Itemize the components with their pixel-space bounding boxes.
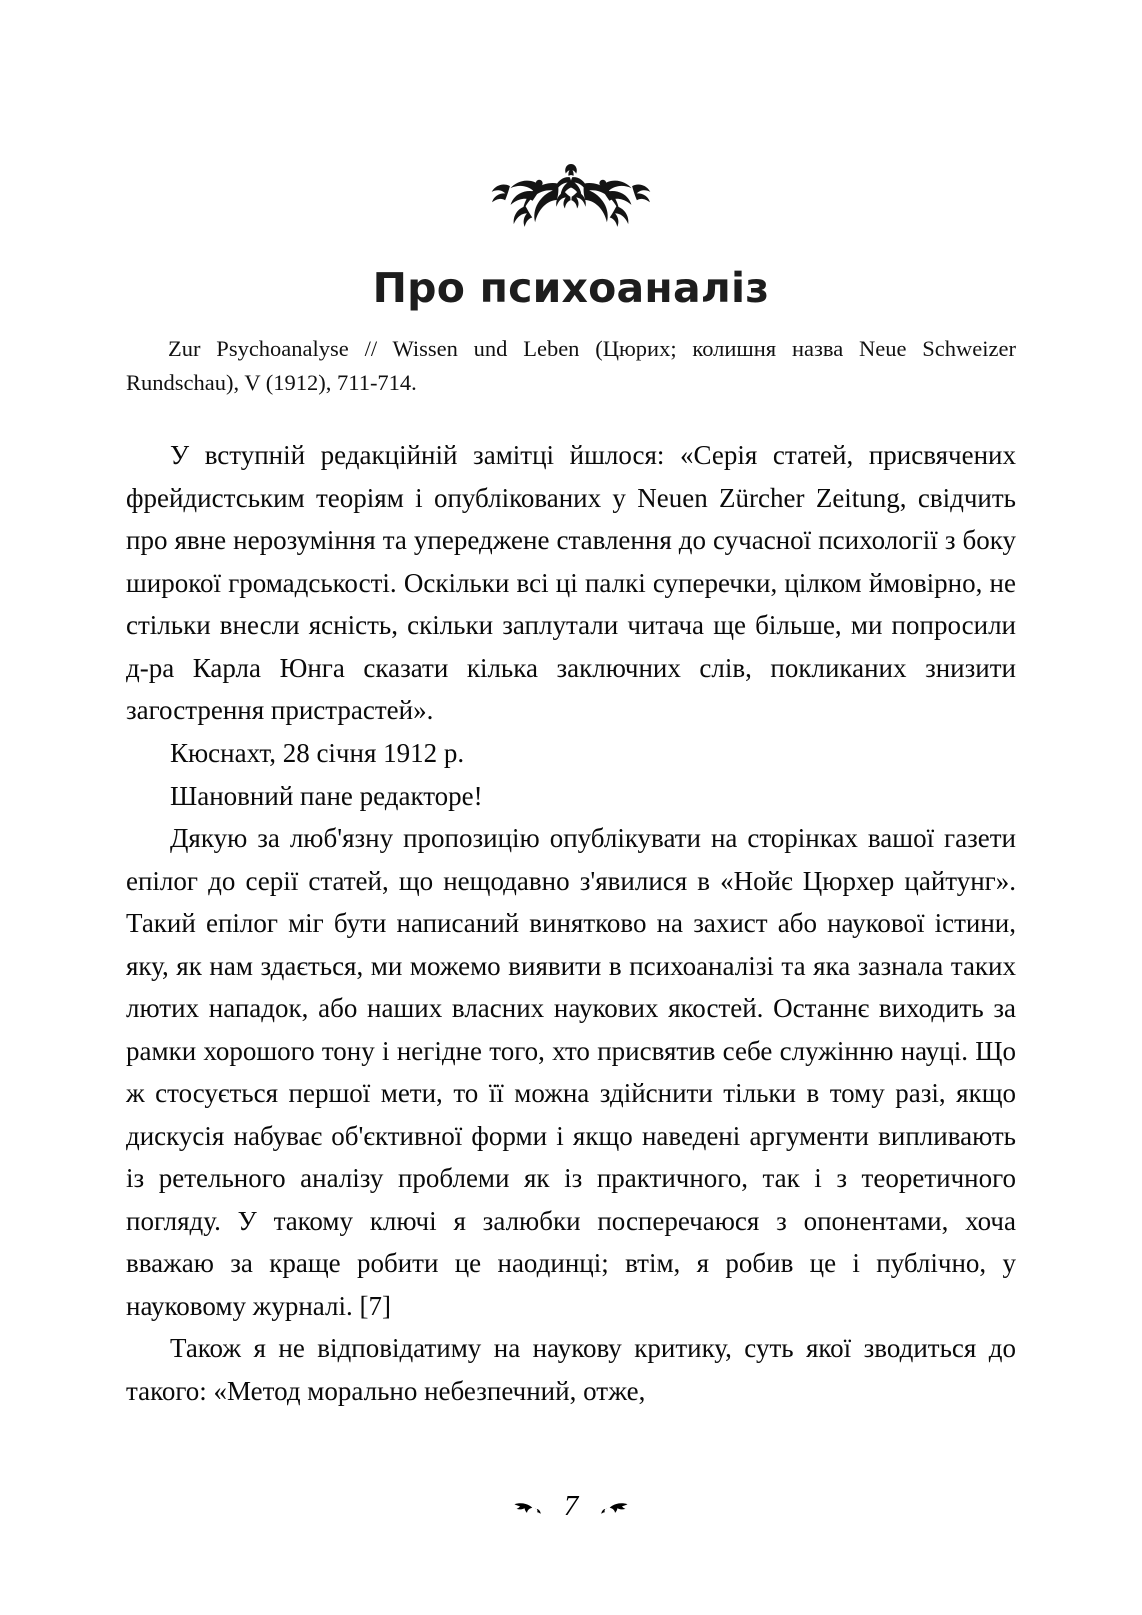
body-paragraph-1: Дякую за люб'язну пропозицію опублікувати на сторінках вашої газети епілог до серії статей, що нещодавно з'явилися в «Нойє Цюрхер цайтунг». Такий епілог міг бути написаний винятково на захист або наукової істини, яку, як нам здається, ми можемо виявити в психоаналізі та яка зазнала таких лютих нападок, або наших власних наукових якостей. Останнє виходить за рамки хорошого тону і негідне того, хто присвятив себе служінню науці. Що ж стосується першої мети, то її можна здійснити тільки в тому разі, якщо дискусія набуває об'єктивної форми і якщо наведені аргументи випливають із ретельного аналізу проблеми як із практичного, так і з теоретичного погляду. У такому ключі я залюбки посперечаюся з опонентами, хоча вважаю за краще робити це наодинці; втім, я робив це і публічно, у науковому журналі. [7] [126,823,1016,1321]
page-title: Про психоаналіз [372,264,770,312]
body-paragraph-2: Також я не відповідатиму на наукову критику, суть якої зводиться до такого: «Метод морально небезпечний, отже, [126,1333,1016,1406]
page-footer [0,1492,1142,1521]
salutation: Шановний пане редакторе! [170,780,483,811]
editorial-note-paragraph: У вступній редакційній замітці йшлося: «Серія статей, присвячених фрейдистським теоріям і опублікованих у Neuen Zürcher Zeitung, свідчить про явне нерозуміння та упереджене ставлення до сучасної психології з боку широкої громадськості. Оскільки всі ці палкі суперечки, цілком ймовірно, не стільки внесли ясність, скільки заплутали читача ще більше, ми попросили д-ра Карла Юнга сказати кілька заключних слів, покликаних знизити загострення пристрастей». [126,440,1016,726]
header-ornament [0,0,1142,228]
leaf-flourish-right-icon [591,1499,629,1515]
source-citation: Zur Psychoanalyse // Wissen und Leben (Цюрих; колишня назва Neue Schweizer Rundschau), V (1912), 711-714. [126,336,1016,396]
floral-scroll-ornament [446,150,696,228]
dateline: Кюснахт, 28 січня 1912 р. [170,737,465,768]
leaf-flourish-left-icon [513,1499,551,1515]
text-column [126,332,1016,1412]
page-number: 7 [563,1490,579,1522]
